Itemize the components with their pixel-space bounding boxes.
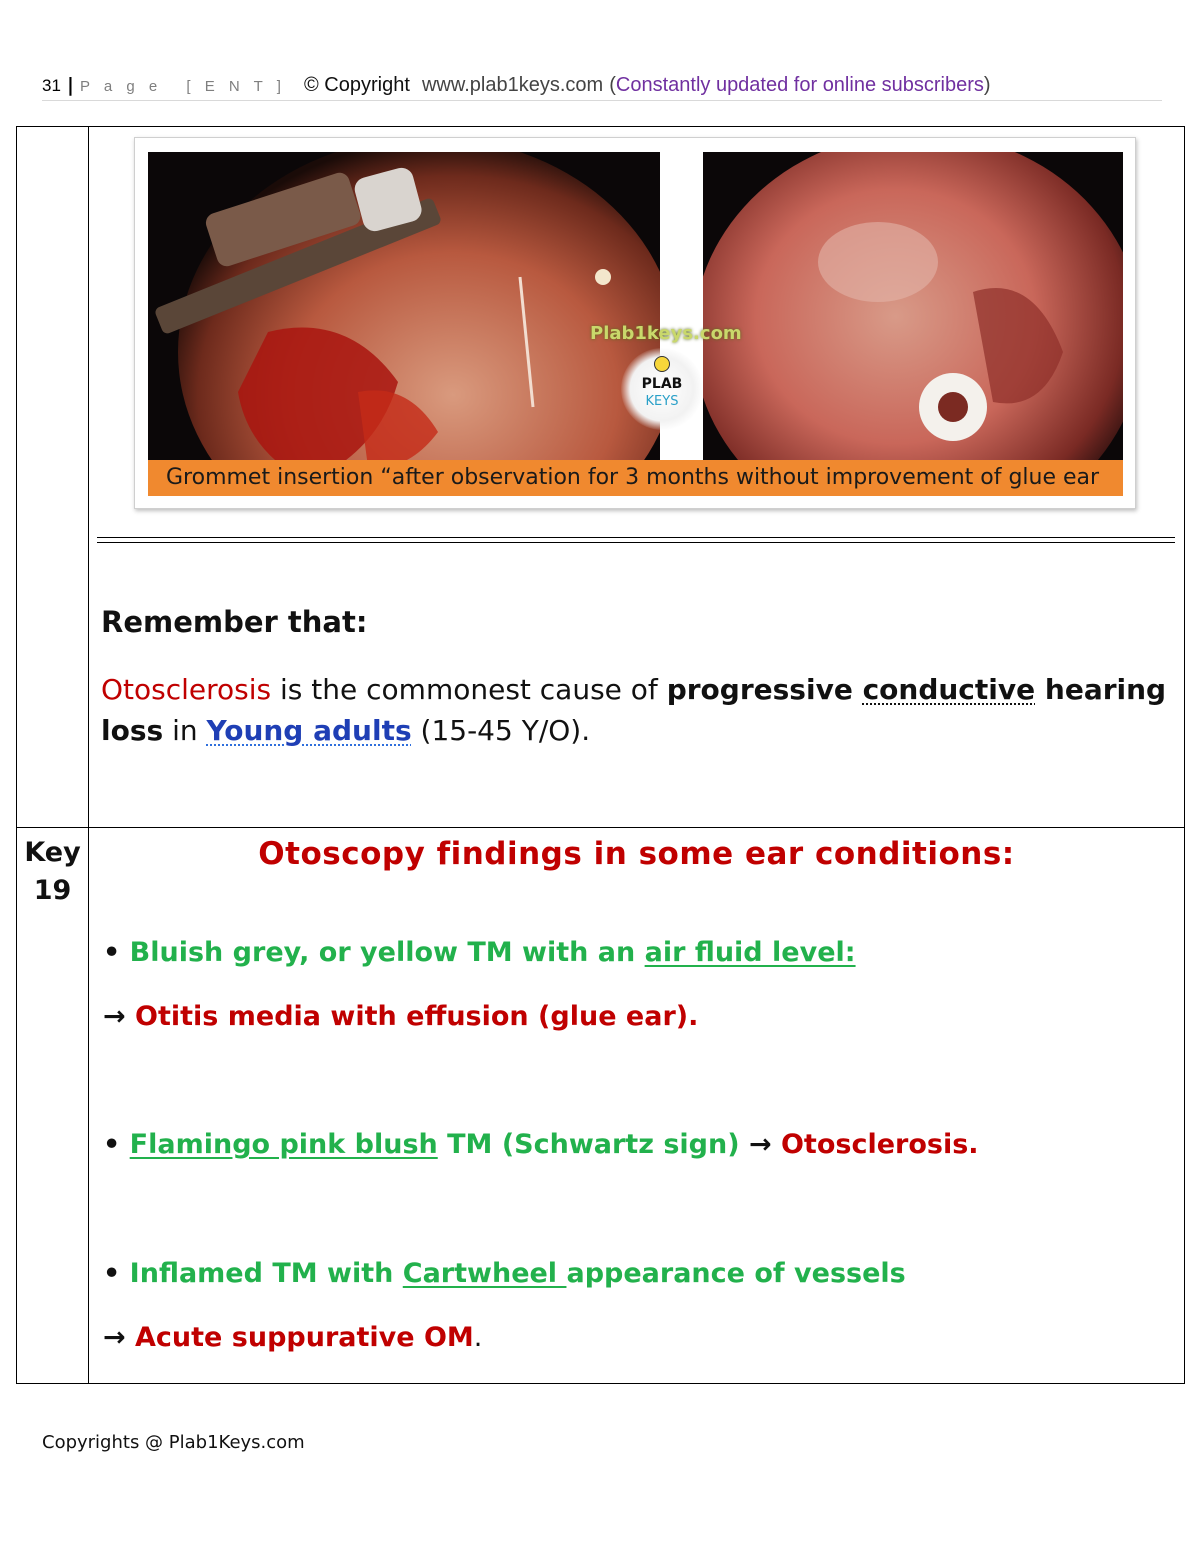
ear-canal-image-right xyxy=(703,152,1123,496)
text-segment: in xyxy=(163,714,207,747)
finding-item xyxy=(103,1126,1184,1164)
finding-result xyxy=(103,1319,1184,1357)
finding-text: TM (Schwartz sign) xyxy=(437,1129,749,1160)
result-text: Otosclerosis. xyxy=(780,1129,979,1160)
ear-canal-image-left xyxy=(148,152,660,496)
figure-frame xyxy=(134,137,1136,509)
header-separator: | xyxy=(66,74,74,96)
finding-text: Bluish grey, or yellow TM with an xyxy=(129,937,645,968)
table-row-key19 xyxy=(17,828,1185,1384)
text-segment: (15-45 Y/O). xyxy=(411,714,591,747)
result-text: Otitis media with effusion (glue ear). xyxy=(135,1001,699,1032)
result-text: Acute suppurative OM xyxy=(135,1322,474,1353)
note-open-paren: ( xyxy=(609,74,616,96)
double-divider xyxy=(97,537,1175,543)
website-link[interactable]: www.plab1keys.com xyxy=(421,74,604,96)
result-end: . xyxy=(473,1322,483,1353)
figure-caption: Grommet insertion “after observation for 3 months without improvement of glue ear xyxy=(148,460,1123,496)
text-segment: is the commonest cause of xyxy=(271,673,667,706)
bullet-icon: • xyxy=(103,1129,130,1160)
arrow-icon: → xyxy=(103,1001,136,1032)
finding-text: appearance of vessels xyxy=(566,1258,906,1289)
finding-item xyxy=(103,934,1184,972)
logo-text-keys: KEYS xyxy=(645,394,679,409)
logo-text-plab: PLAB xyxy=(641,376,683,392)
key19-content xyxy=(89,828,1185,1384)
otoscopy-photo-grommet xyxy=(703,152,1123,496)
key-label-word: Key xyxy=(24,837,81,868)
table-row xyxy=(17,127,1185,828)
otoscopy-photo-insertion xyxy=(148,152,660,496)
plab-keys-logo xyxy=(621,348,703,430)
content-cell xyxy=(89,127,1185,828)
term-otosclerosis: Otosclerosis xyxy=(101,673,272,706)
finding-underlined: air fluid level: xyxy=(644,937,856,968)
bold-hearing-loss: hearing loss xyxy=(101,673,1167,747)
young-adults-link[interactable]: Young adults xyxy=(206,714,412,747)
section-label: [ E N T ] xyxy=(186,78,286,95)
key-cell-empty xyxy=(17,127,89,828)
page-header xyxy=(42,72,1162,101)
finding-underlined: Cartwheel xyxy=(402,1258,567,1289)
page-label: P a g e xyxy=(79,78,163,95)
page-number: 31 xyxy=(42,76,61,95)
section-title: Otoscopy findings in some ear conditions: xyxy=(258,836,1015,872)
copyright-label: © Copyright xyxy=(304,74,410,96)
underlined-conductive: conductive xyxy=(862,673,1036,706)
lightbulb-icon xyxy=(654,356,670,372)
key-cell xyxy=(17,828,89,1384)
key-label xyxy=(17,834,88,910)
bold-progressive: progressive xyxy=(666,673,863,706)
finding-underlined: Flamingo pink blush xyxy=(129,1129,438,1160)
update-note: Constantly updated for online subscribers xyxy=(615,74,984,96)
figure-watermark: Plab1keys.com xyxy=(590,323,742,344)
remember-heading: Remember that: xyxy=(101,605,368,639)
note-close-paren: ) xyxy=(983,74,991,96)
page-footer: Copyrights @ Plab1Keys.com xyxy=(42,1432,305,1453)
remember-paragraph xyxy=(101,669,1174,751)
arrow-icon: → xyxy=(748,1129,781,1160)
arrow-icon: → xyxy=(103,1322,136,1353)
content-table xyxy=(16,126,1185,1384)
finding-result xyxy=(103,998,1184,1036)
finding-item xyxy=(103,1255,1184,1293)
key-label-number: 19 xyxy=(33,875,72,906)
bullet-icon: • xyxy=(103,1258,130,1289)
finding-text: Inflamed TM with xyxy=(129,1258,403,1289)
bullet-icon: • xyxy=(103,937,130,968)
